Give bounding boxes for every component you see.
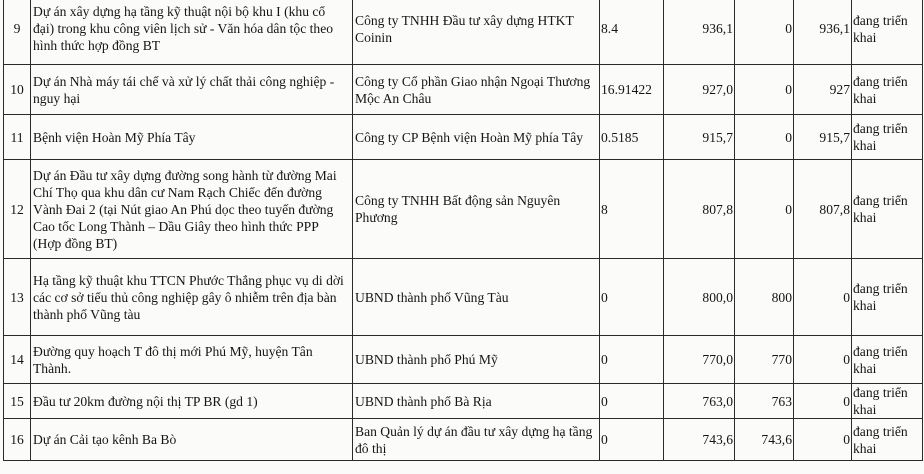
total-capital: 915,7 bbox=[664, 115, 735, 160]
status: đang triển khai bbox=[852, 65, 923, 115]
project-name: Dự án Nhà máy tái chế và xử lý chất thải công nghiệp - nguy hại bbox=[31, 65, 353, 115]
table-row bbox=[4, 259, 923, 336]
status: đang triển khai bbox=[852, 259, 923, 336]
area-value: 8 bbox=[600, 160, 664, 259]
investor: Công ty Cổ phần Giao nhận Ngoại Thương Mộc An Châu bbox=[353, 65, 600, 115]
row-number: 9 bbox=[4, 0, 31, 65]
row-number: 15 bbox=[4, 384, 31, 419]
disbursed-capital: 743,6 bbox=[735, 419, 794, 461]
investor: Công ty CP Bệnh viện Hoàn Mỹ phía Tây bbox=[353, 115, 600, 160]
investor: Công ty TNHH Bất động sản Nguyên Phương bbox=[353, 160, 600, 259]
total-capital: 807,8 bbox=[664, 160, 735, 259]
row-number: 12 bbox=[4, 160, 31, 259]
remaining-capital: 0 bbox=[794, 419, 852, 461]
row-number: 11 bbox=[4, 115, 31, 160]
status: đang triển khai bbox=[852, 115, 923, 160]
status: đang triển khai bbox=[852, 336, 923, 384]
investor: Công ty TNHH Đầu tư xây dựng HTKT Coinin bbox=[353, 0, 600, 65]
investor: Ban Quản lý dự án đầu tư xây dựng hạ tầng đô thị bbox=[353, 419, 600, 461]
table-row bbox=[4, 336, 923, 384]
disbursed-capital: 763 bbox=[735, 384, 794, 419]
total-capital: 763,0 bbox=[664, 384, 735, 419]
remaining-capital: 927 bbox=[794, 65, 852, 115]
area-value: 0 bbox=[600, 384, 664, 419]
table-row bbox=[4, 65, 923, 115]
area-value: 0 bbox=[600, 419, 664, 461]
investor: UBND thành phố Phú Mỹ bbox=[353, 336, 600, 384]
status: đang triển khai bbox=[852, 0, 923, 65]
project-name: Đầu tư 20km đường nội thị TP BR (gd 1) bbox=[31, 384, 353, 419]
remaining-capital: 936,1 bbox=[794, 0, 852, 65]
status: đang triển khai bbox=[852, 419, 923, 461]
disbursed-capital: 0 bbox=[735, 115, 794, 160]
area-value: 16.91422 bbox=[600, 65, 664, 115]
remaining-capital: 0 bbox=[794, 259, 852, 336]
project-name: Dự án xây dựng hạ tầng kỹ thuật nội bộ khu I (khu cổ đại) trong khu công viên lịch sử - Văn hóa dân tộc theo hình thức hợp đồng BT bbox=[31, 0, 353, 65]
total-capital: 927,0 bbox=[664, 65, 735, 115]
investor: UBND thành phố Bà Rịa bbox=[353, 384, 600, 419]
total-capital: 770,0 bbox=[664, 336, 735, 384]
project-name: Dự án Đầu tư xây dựng đường song hành từ đường Mai Chí Thọ qua khu dân cư Nam Rạch Chiếc đến đường Vành Đai 2 (tại Nút giao An Phú dọc theo tuyến đường Cao tốc Long Thành – Dầu Giây theo hình thức PPP (Hợp đồng BT) bbox=[31, 160, 353, 259]
status: đang triển khai bbox=[852, 160, 923, 259]
remaining-capital: 807,8 bbox=[794, 160, 852, 259]
disbursed-capital: 0 bbox=[735, 160, 794, 259]
table-row bbox=[4, 0, 923, 65]
remaining-capital: 915,7 bbox=[794, 115, 852, 160]
project-name: Dự án Cải tạo kênh Ba Bò bbox=[31, 419, 353, 461]
table-row bbox=[4, 384, 923, 419]
area-value: 0 bbox=[600, 259, 664, 336]
total-capital: 743,6 bbox=[664, 419, 735, 461]
disbursed-capital: 0 bbox=[735, 0, 794, 65]
table-row bbox=[4, 115, 923, 160]
project-table bbox=[3, 0, 923, 461]
row-number: 16 bbox=[4, 419, 31, 461]
remaining-capital: 0 bbox=[794, 384, 852, 419]
table-row bbox=[4, 160, 923, 259]
disbursed-capital: 0 bbox=[735, 65, 794, 115]
area-value: 0.5185 bbox=[600, 115, 664, 160]
investor: UBND thành phố Vũng Tàu bbox=[353, 259, 600, 336]
project-name: Bệnh viện Hoàn Mỹ Phía Tây bbox=[31, 115, 353, 160]
row-number: 14 bbox=[4, 336, 31, 384]
remaining-capital: 0 bbox=[794, 336, 852, 384]
project-name: Đường quy hoạch T đô thị mới Phú Mỹ, huyện Tân Thành. bbox=[31, 336, 353, 384]
area-value: 0 bbox=[600, 336, 664, 384]
disbursed-capital: 770 bbox=[735, 336, 794, 384]
area-value: 8.4 bbox=[600, 0, 664, 65]
table-row bbox=[4, 419, 923, 461]
disbursed-capital: 800 bbox=[735, 259, 794, 336]
total-capital: 936,1 bbox=[664, 0, 735, 65]
total-capital: 800,0 bbox=[664, 259, 735, 336]
row-number: 13 bbox=[4, 259, 31, 336]
project-name: Hạ tầng kỹ thuật khu TTCN Phước Thắng phục vụ di dời các cơ sở tiểu thủ công nghiệp gây ô nhiễm trên địa bàn thành phố Vũng tàu bbox=[31, 259, 353, 336]
row-number: 10 bbox=[4, 65, 31, 115]
status: đang triển khai bbox=[852, 384, 923, 419]
